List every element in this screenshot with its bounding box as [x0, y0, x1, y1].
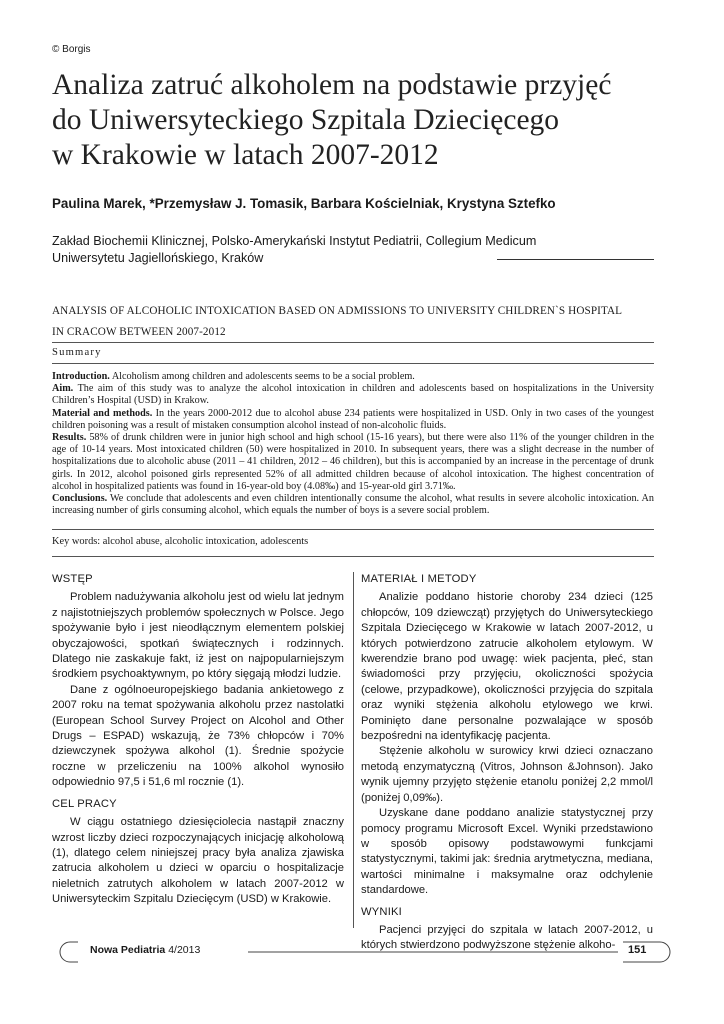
keywords: Key words: alcohol abuse, alcoholic intoxication, adolescents	[52, 536, 309, 547]
paragraph: Pacjenci przyjęci do szpitala w latach 2007-2012, u których stwierdzono podwyższone stężenie alkoho-	[361, 923, 653, 952]
english-title-line: ANALYSIS OF ALCOHOLIC INTOXICATION BASED ON ADMISSIONS TO UNIVERSITY CHILDREN`S HOSPITAL	[52, 305, 623, 317]
left-column	[52, 572, 344, 908]
title-line: do Uniwersyteckiego Szpitala Dziecięcego	[52, 104, 560, 136]
paragraph: Uzyskane dane poddano analizie statystycznej przy pomocy programu Microsoft Excel. Wyniki przedstawiono w sposób opisowy podstawowymi funkcjami statystycznymi, takimi jak: średnia arytmetyczna, mediana, wartości minimalne i maksymalne oraz odchylenie standardowe.	[361, 807, 653, 897]
abstract-aim: Aim. The aim of this study was to analyze the alcohol intoxication in children and adolescents based on hospitalizations in the University Children’s Hospital (USD) in Krakow.	[52, 383, 654, 407]
author-list: Paulina Marek, *Przemysław J. Tomasik, Barbara Kościelniak, Krystyna Sztefko	[52, 196, 556, 211]
paragraph: Analizie poddano historie choroby 234 dzieci (125 chłopców, 109 dziewcząt) przyjętych do Uniwersyteckiego Szpitala Dziecięcego w Krakowie w latach 2007-2012, u których potwierdzono zatrucie alkoholem etylowym. W kwerendzie brano pod uwagę: wiek pacjenta, płeć, stan świadomości przy przyjęciu, okoliczności spożycia (celowe, przypadkowe), okoliczności przyjęcia do szpitala oraz wyniki stężenia alkoholu etylowego we krwi. Pominięto dane personalne pozwalające w sposób bezpośredni na identyfikację pacjenta.	[361, 591, 653, 743]
page-number: 151	[628, 944, 647, 956]
english-title	[52, 301, 662, 343]
section-heading-material: MATERIAŁ I METODY	[361, 573, 477, 585]
title-line: Analiza zatruć alkoholem na podstawie przyjęć	[52, 69, 612, 101]
column-divider	[353, 572, 354, 928]
journal-name: Nowa Pediatria 4/2013	[90, 944, 201, 956]
paragraph: W ciągu ostatniego dziesięciolecia nastąpił znaczny wzrost liczby dzieci rozpoczynających inicjację alkoholową (1), dlatego celem niniejszej pracy była analiza zjawiska zatrucia alkoholem u dzieci w oparciu o hospitalizacje nieletnich zatrutych alkoholem w latach 2007-2012 w Uniwersyteckim Szpitalu Dziecięcym (USD) w Krakowie.	[52, 816, 344, 906]
paragraph: Dane z ogólnoeuropejskiego badania ankietowego z 2007 roku na temat spożywania alkoholu przez nastolatki (European School Survey Project on Alcohol and Other Drugs – ESPAD) wskazują, że 73% chłopców i 70% dziewczynek spożywa alkohol (1). Średnie spożycie roczne w przeliczeniu na 100% alkohol wynosiło odpowiednio 97,5 i 51,6 ml rocznie (1).	[52, 683, 344, 789]
section-heading-cel-pracy: CEL PRACY	[52, 797, 117, 810]
section-heading-wyniki: WYNIKI	[361, 905, 402, 918]
divider	[52, 342, 654, 343]
paragraph: Problem nadużywania alkoholu jest od wielu lat jednym z najistotniejszych problemów społecznych w Polsce. Jego spożywanie było i jest nieodłącznym elementem polskiej obyczajowości, spotkań świątecznych i rodzinnych. Dlatego nie zaskakuje fakt, iż jest on najpopularniejszym środkiem psychoaktywnym, po który sięgają młodzi ludzie.	[52, 591, 344, 681]
abstract-methods: Material and methods. In the years 2000-2012 due to alcohol abuse 234 patients were hospitalized in USD. Only in two cases of the youngest children poisoning was a result of mistaken consumption alcohol instead of non-alcoholic fluids.	[52, 407, 655, 431]
title-line: w Krakowie w latach 2007-2012	[52, 139, 439, 171]
english-title-line: IN CRACOW BETWEEN 2007-2012	[52, 326, 226, 338]
summary-heading: Summary	[52, 347, 102, 358]
article-title	[52, 68, 672, 173]
abstract-conclusions: Conclusions. We conclude that adolescents and even children intentionally consume the alcohol, what results in severe alcoholic intoxication. An increasing number of girls consuming alcohol, which equals the number of boys is a severe social problem.	[52, 493, 654, 517]
divider	[497, 259, 654, 260]
affiliation-line: Uniwersytetu Jagiellońskiego, Kraków	[52, 250, 264, 265]
divider	[52, 529, 654, 530]
abstract	[52, 371, 654, 517]
copyright-notice: © Borgis	[52, 44, 91, 55]
abstract-results: Results. 58% of drunk children were in junior high school and high school (15-16 years), but there were also 11% of the younger children in the age of 10-14 years. Most intoxicated children (50) were hospitalized in 2010. In subsequent years, there was a slight decrease in the number of hospitalizations due to alcoholic abuse (2011 – 41 children, 2012 – 46 children), but this is accompanied by an increase in the percentage of drunk girls. In 2012, alcohol poisoned girls represented 52% of all admitted children because of alcohol intoxication. The highest concentration of alcohol in hospitalized patients was found in 16-year-old boy (4.08‰) and 15-year-old girl 3.71‰.	[52, 432, 654, 492]
section-heading-wstep: WSTĘP	[52, 573, 93, 585]
affiliation	[52, 233, 536, 266]
abstract-introduction: Introduction. Alcoholism among children and adolescents seems to be a social problem.	[52, 371, 415, 382]
divider	[52, 556, 654, 557]
affiliation-line: Zakład Biochemii Klinicznej, Polsko-Amerykański Instytut Pediatrii, Collegium Medicum	[52, 234, 537, 248]
divider	[52, 363, 654, 364]
right-column	[361, 572, 653, 954]
paragraph: Stężenie alkoholu w surowicy krwi dzieci oznaczano metodą enzymatyczną (Vitros, Johnson &Johnson). Jako wynik ujemny przyjęto stężenie etanolu poniżej 2,2 mmol/l (poniżej 0,09‰).	[361, 745, 653, 804]
